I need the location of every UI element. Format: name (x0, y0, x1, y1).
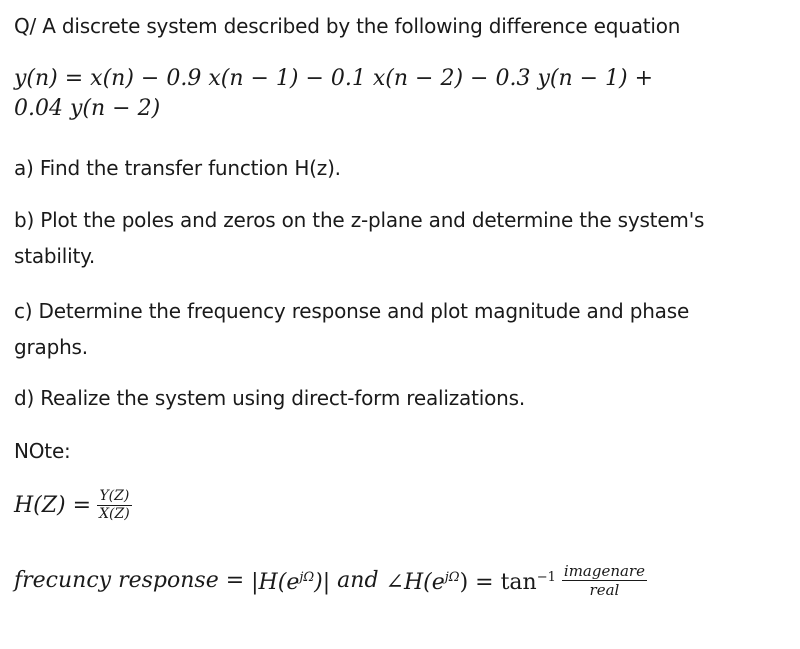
tf-fraction (97, 488, 132, 523)
freq-fraction (562, 562, 647, 599)
transfer-function-formula (14, 488, 132, 523)
freq-and: and (337, 567, 379, 593)
part-c-line-2: graphs. (14, 335, 88, 359)
freq-phase-exponent: jΩ (444, 570, 460, 585)
tf-numerator: Y(Z) (99, 488, 130, 504)
part-b-line-2: stability. (14, 244, 96, 268)
part-b-line-1: b) Plot the poles and zeros on the z-plane and determine the system's (14, 208, 705, 232)
part-c (14, 293, 774, 365)
freq-mag-open: |H(e (251, 570, 300, 595)
freq-lhs: frecuncy response = (14, 567, 245, 593)
tf-lhs: H(Z) = (14, 492, 92, 518)
equation-line-2: 0.04 y(n − 2) (14, 96, 161, 121)
question-header: Q/ A discrete system described by the following difference equation (14, 14, 681, 38)
freq-phase-close: ) = tan (459, 570, 537, 595)
part-a: a) Find the transfer function H(z). (14, 156, 341, 180)
part-b (14, 202, 774, 274)
equation-line-1: y(n) = x(n) − 0.9 x(n − 1) − 0.1 x(n − 2) − 0.3 y(n − 1) + (14, 66, 654, 91)
freq-denominator: real (589, 581, 620, 599)
note-label: NOte: (14, 439, 71, 463)
freq-mag-close: )| (314, 570, 331, 595)
frequency-response-formula (14, 562, 647, 599)
tf-denominator: X(Z) (99, 506, 130, 522)
freq-phase (386, 563, 556, 598)
freq-inverse-sup: −1 (536, 570, 556, 585)
freq-phase-open: ∠H(e (385, 570, 445, 595)
freq-numerator: imagenare (563, 562, 645, 580)
difference-equation (14, 64, 774, 124)
part-d: d) Realize the system using direct-form realizations. (14, 386, 525, 410)
part-c-line-1: c) Determine the frequency response and plot magnitude and phase (14, 299, 690, 323)
freq-magnitude (251, 563, 330, 598)
freq-mag-exponent: jΩ (299, 570, 315, 585)
